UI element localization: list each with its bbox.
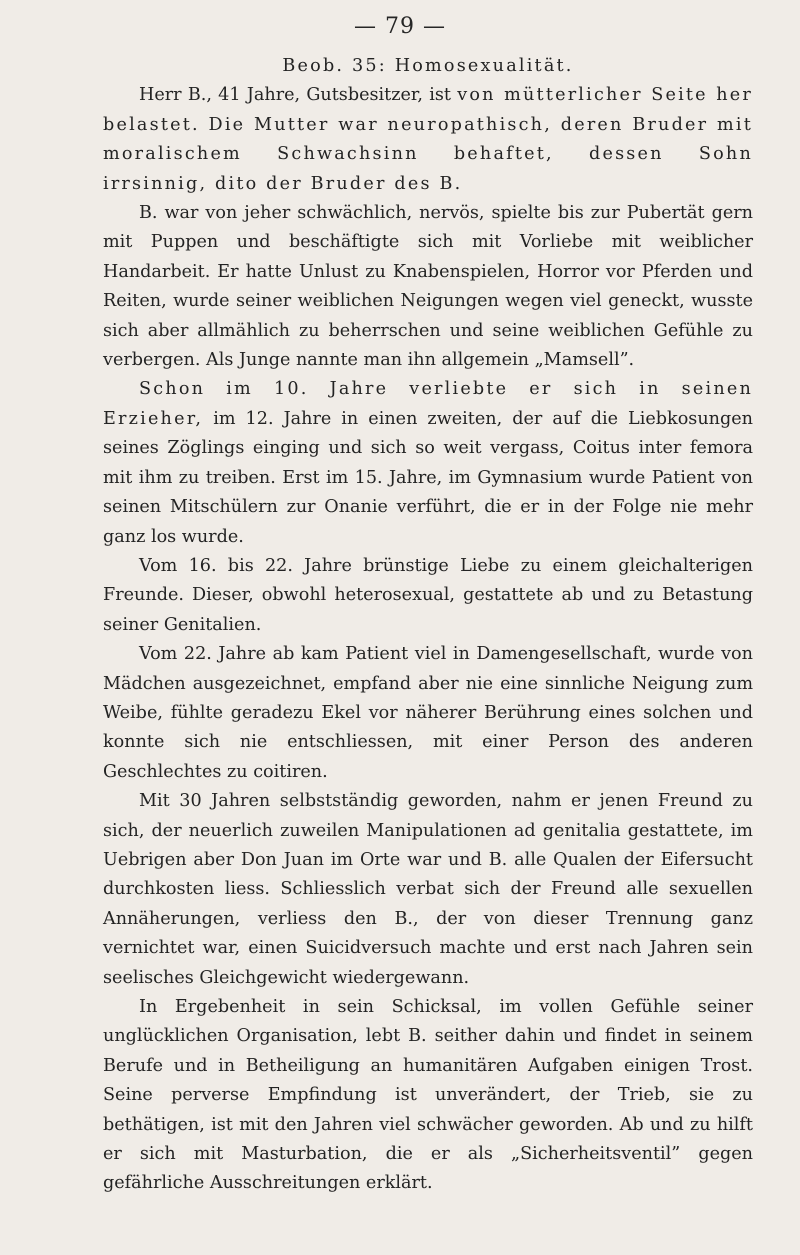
body-text	[103, 52, 753, 1199]
paragraph-3-part-1-spaced: Schon im 10. Jahre verliebte er sich in seinen Erzieher,	[103, 379, 753, 429]
paragraph-7: In Ergebenheit in sein Schicksal, im vollen Gefühle seiner unglücklichen Organisation, lebt B. seither dahin und findet in seinem Berufe und in Betheiligung an humanitären Aufgaben einigen Trost. Seine perverse Empfindung ist unverändert, der Trieb, sie zu bethätigen, ist mit den Jahren viel schwächer geworden. Ab und zu hilft er sich mit Masturbation, die er als „Sicherheitsventil” gegen gefährliche Ausschreitungen erklärt.	[103, 997, 753, 1194]
case-heading: Beob. 35: Homosexualität.	[282, 56, 574, 76]
paragraph-5: Vom 22. Jahre ab kam Patient viel in Damengesellschaft, wurde von Mädchen ausgezeichnet, empfand aber nie eine sinnliche Neigung zum Weibe, fühlte geradezu Ekel vor näherer Berührung eines solchen und konnte sich nie entschliessen, mit einer Person des anderen Geschlechtes zu coitiren.	[103, 644, 753, 782]
paragraph-6: Mit 30 Jahren selbstständig geworden, nahm er jenen Freund zu sich, der neuerlich zuweilen Manipulationen ad genitalia gestattete, im Uebrigen aber Don Juan im Orte war und B. alle Qualen der Eifersucht durchkosten liess. Schliesslich verbat sich der Freund alle sexuellen Annäherungen, verliess den B., der von dieser Trennung ganz vernichtet war, einen Suicidversuch machte und erst nach Jahren sein seelisches Gleichgewicht wiedergewann.	[103, 791, 753, 988]
paragraph-1-part-1: Herr B., 41 Jahre, Gutsbesitzer, ist	[139, 85, 458, 106]
paragraph-1	[103, 81, 753, 199]
paragraph-1-part-2-spaced: von mütterlicher Seite her belastet.	[103, 85, 753, 135]
paragraph-3-part-2: im 12. Jahre in einen zweiten, der auf die Liebkosungen seines Zöglings einging und sich so weit vergass, Coitus inter femora mit ihm zu treiben. Erst im 15. Jahre, im Gymnasium wurde Patient von seinen Mitschülern zur Onanie verführt, die er in der Folge nie mehr ganz los wurde.	[103, 408, 753, 547]
paragraph-2: B. war von jeher schwächlich, nervös, spielte bis zur Pubertät gern mit Puppen und beschäftigte sich mit Vorliebe mit weiblicher Handarbeit. Er hatte Unlust zu Knabenspielen, Horror vor Pferden und Reiten, wurde seiner weiblichen Neigungen wegen viel geneckt, wusste sich aber allmählich zu beherrschen und seine weiblichen Gefühle zu verbergen. Als Junge nannte man ihn allgemein „Mamsell”.	[103, 203, 753, 371]
paragraph-1-part-3: Die Mutter war neuropathisch, deren Bruder mit moralischem Schwachsinn behaftet, dessen Sohn irrsinnig, dito der Bruder des B.	[103, 114, 753, 194]
paragraph-3	[103, 375, 753, 551]
page-number: — 79 —	[354, 14, 446, 39]
paragraph-4: Vom 16. bis 22. Jahre brünstige Liebe zu einem gleichalterigen Freunde. Dieser, obwohl heterosexual, gestattete ab und zu Betastung seiner Genitalien.	[103, 555, 753, 635]
